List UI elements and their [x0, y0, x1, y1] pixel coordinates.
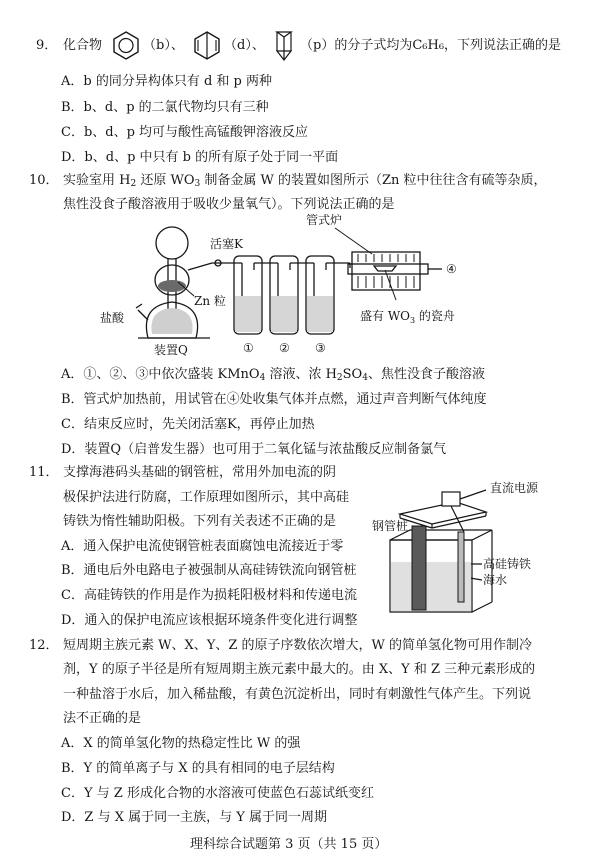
q11-option-d: D．通入的保护电流应该根据环境条件变化进行调整	[61, 613, 358, 628]
q11-stem-line-3: 铸铁为惰性辅助阳极。下列有关表述不正确的是	[63, 514, 337, 529]
label-device-q: 装置Q	[154, 343, 188, 357]
q9-label-p: （p）的分子式均为C₆H₆，下列说法正确的是	[300, 38, 562, 53]
label-steel-pile: 钢管桩	[372, 519, 409, 533]
label-bottle-1: ①	[243, 341, 254, 355]
q9-option-b: B．b、d、p 的二氯代物均只有三种	[61, 100, 269, 115]
label-wo3-boat: 盛有 $WO_3$ 的瓷舟	[360, 309, 455, 325]
label-hydrochloric-acid: 盐酸	[100, 311, 125, 325]
q12-number: 12．	[29, 638, 59, 653]
prismane-structure-p	[271, 29, 297, 63]
q10-option-b: B．管式炉加热前，用试管在④处收集气体并点燃，通过声音判断气体纯度	[61, 392, 487, 407]
q12-stem-line-3: 一种盐溶于水后，加入稀盐酸，有黄色沉淀析出，同时有刺激性气体产生。下列说	[63, 687, 532, 702]
label-zn-granules: Zn 粒	[194, 294, 226, 308]
q9-option-c: C．b、d、p 均可与酸性高锰酸钾溶液反应	[61, 125, 309, 140]
q12-stem-line-4: 法不正确的是	[63, 711, 142, 726]
q12-stem-line-1: 短周期主族元素 W、X、Y、Z 的原子序数依次增大，W 的简单氢化物可用作制冷	[63, 638, 532, 653]
apparatus-diagram	[100, 210, 480, 368]
label-outlet-4: ④	[446, 262, 457, 276]
q9-label-b: （b）、	[143, 38, 184, 53]
page-footer: 理科综合试题第 3 页（共 15 页）	[190, 837, 388, 852]
q12-option-c: C．Y 与 Z 形成化合物的水溶液可使蓝色石蕊试纸变红	[61, 786, 374, 801]
label-bottle-2: ②	[279, 341, 290, 355]
q9-label-d: （d）、	[224, 38, 265, 53]
label-seawater: 海水	[483, 573, 508, 587]
q10-stem-line-2: 焦性没食子酸溶液用于吸收少量氧气）。下列说法正确的是	[63, 197, 395, 212]
q12-option-d: D．Z 与 X 属于同一主族，与 Y 属于同一周期	[61, 810, 327, 825]
label-tube-furnace: 管式炉	[306, 213, 343, 227]
q10-option-a: A．①、②、③中依次盛装 KMnO$_4$ 溶液、浓 $H_2SO_4$、焦性没食子酸溶液	[61, 367, 485, 383]
q11-option-a: A．通入保护电流使钢管桩表面腐蚀电流接近于零	[61, 539, 344, 554]
q11-stem-line-1: 支撑海港码头基础的钢管桩，常用外加电流的阴	[63, 465, 337, 480]
q9-option-a: A．b 的同分异构体只有 d 和 p 两种	[61, 74, 273, 89]
dewar-benzene-structure-d	[193, 30, 221, 60]
q10-option-c: C．结束反应时，先关闭活塞K，再停止加热	[61, 417, 315, 432]
cathodic-protection-diagram	[370, 472, 570, 624]
q12-option-a: A．X 的简单氢化物的热稳定性比 W 的强	[61, 736, 301, 751]
q12-option-b: B．Y 的简单离子与 X 的具有相同的电子层结构	[61, 761, 335, 776]
label-high-silicon-iron: 高硅铸铁	[483, 557, 532, 571]
label-dc-power: 直流电源	[490, 481, 539, 495]
q11-option-b: B．通电后外电路电子被强制从高硅铸铁流向钢管桩	[61, 563, 357, 578]
q10-option-d: D．装置Q（启普发生器）也可用于二氧化锰与浓盐酸反应制备氯气	[61, 442, 447, 457]
q9-stem-start: 化合物	[63, 38, 103, 53]
q11-stem-line-2: 极保护法进行防腐，工作原理如图所示，其中高硅	[63, 490, 350, 505]
q11-number: 11．	[29, 465, 59, 480]
q11-option-c: C．高硅铸铁的作用是作为损耗阳极材料和传递电流	[61, 588, 357, 603]
q12-stem-line-2: 剂，Y 的原子半径是所有短周期主族元素中最大的。由 X、Y 和 Z 三种元素形成的	[63, 662, 536, 677]
q10-number: 10．	[29, 173, 59, 188]
benzene-structure-b	[112, 30, 140, 60]
q10-stem-line-1: 实验室用 $H_2$ 还原 $WO_3$ 制备金属 W 的装置如图所示（Zn 粒中往往含有硫等杂质，	[63, 173, 547, 189]
q9-number: 9．	[36, 38, 58, 53]
label-valve-k: 活塞K	[210, 237, 243, 251]
label-bottle-3: ③	[315, 341, 326, 355]
q9-option-d: D．b、d、p 中只有 b 的所有原子处于同一平面	[61, 150, 339, 165]
